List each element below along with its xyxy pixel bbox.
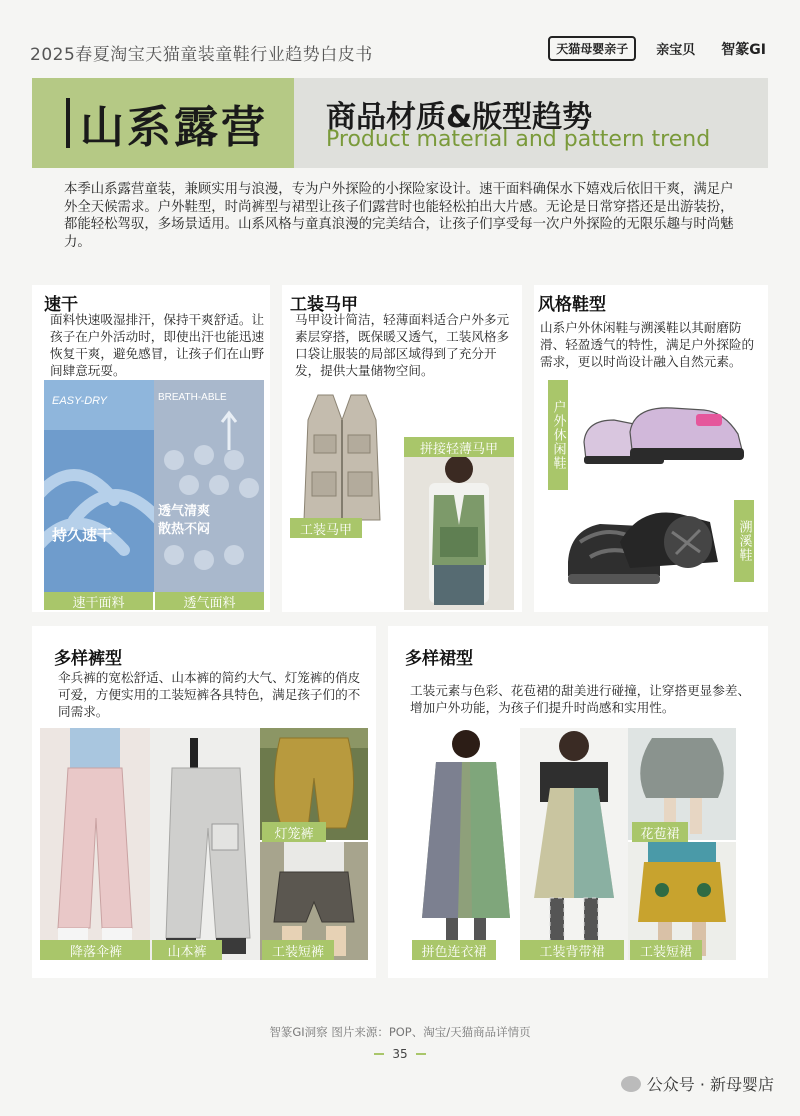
gi-logo: 智篆GI xyxy=(721,41,766,58)
tag-colorblock-dress: 拼色连衣裙 xyxy=(412,940,496,960)
tag-lantern-pants: 灯笼裤 xyxy=(262,822,326,842)
utility-vest-image xyxy=(288,380,396,530)
panel-pants-title: 多样裤型 xyxy=(54,649,122,669)
overall-skirt-image xyxy=(520,728,628,960)
breathable-fabric-image xyxy=(154,380,264,592)
outdoor-shoes-image xyxy=(574,392,750,480)
tag-overall-skirt: 工装背带裙 xyxy=(520,940,624,960)
tag-outdoor-shoes: 户外休闲鞋 xyxy=(548,380,568,490)
page-number: 35 xyxy=(392,1047,408,1061)
page-number-row xyxy=(370,1046,430,1062)
panel-quick-dry-text: 面料快速吸湿排汗，保持干爽舒适。让孩子在户外活动时，即使出汗也能迅速恢复干爽，避免感冒，让孩子们在山野间肆意玩耍。 xyxy=(50,312,265,378)
colorblock-dress-image xyxy=(412,728,520,960)
panel-shoes-title: 风格鞋型 xyxy=(538,295,606,315)
panel-vest-text: 马甲设计简洁，轻薄面料适合户外多元素层穿搭，既保暖又透气，工装风格多口袋让服装的局部区域得到了充分开发，提供大量储物空间。 xyxy=(295,312,510,378)
tag-utility-vest: 工装马甲 xyxy=(290,518,362,538)
tag-cargo-shorts: 工装短裤 xyxy=(262,940,334,960)
wading-sandals-image xyxy=(560,502,720,602)
tmall-logo: 天猫母婴亲子 xyxy=(548,36,636,61)
qinbaobei-logo: 亲宝贝 xyxy=(656,43,696,58)
wechat-account-label: 公众号 · 新母婴店 xyxy=(646,1075,774,1094)
page-divider-left xyxy=(374,1053,384,1055)
easy-dry-brand: EASY-DRY xyxy=(52,395,108,407)
category-accent-bar xyxy=(66,98,70,148)
panel-skirts-title: 多样裙型 xyxy=(405,649,473,669)
yamamoto-pants-image xyxy=(150,728,260,960)
page-divider-right xyxy=(416,1053,426,1055)
section-title: 商品材质&版型趋势 xyxy=(326,100,593,135)
tag-breathable-fabric: 透气面料 xyxy=(155,592,264,610)
tag-lightweight-vest: 拼接轻薄马甲 xyxy=(404,437,514,457)
tag-yamamoto-pants: 山本裤 xyxy=(152,940,222,960)
breathable-brand: BREATH-ABLE xyxy=(158,392,227,403)
panel-shoes-text: 山系户外休闲鞋与溯溪鞋以其耐磨防滑、轻盈透气的特性，满足户外探险的需求，更以时尚设计融入自然元素。 xyxy=(540,320,755,369)
easy-dry-fabric-image xyxy=(44,380,154,592)
wechat-icon xyxy=(621,1076,641,1092)
parachute-pants-image xyxy=(40,728,150,960)
tag-wading-shoes: 溯溪鞋 xyxy=(734,500,754,582)
panel-pants-text: 伞兵裤的宽松舒适、山本裤的简约大气、灯笼裤的俏皮可爱，方便实用的工装短裤各具特色，满足孩子们的不同需求。 xyxy=(58,670,361,719)
section-subtitle: Product material and pattern trend xyxy=(326,127,711,152)
tag-quick-dry-fabric: 速干面料 xyxy=(44,592,153,610)
category-box xyxy=(32,78,294,168)
footer-source: 智篆GI洞察 图片来源：POP、淘宝/天猫商品详情页 xyxy=(269,1025,531,1039)
svg-text:散热不闷: 散热不闷 xyxy=(158,522,211,537)
tag-bubble-skirt: 花苞裙 xyxy=(632,822,688,842)
svg-text:透气清爽: 透气清爽 xyxy=(158,504,211,519)
intro-paragraph: 本季山系露营童装，兼顾实用与浪漫，专为户外探险的小探险家设计。速干面料确保水下嬉戏后依旧干爽，满足户外全天候需求。户外鞋型，时尚裤型与裙型让孩子们露营时也能轻松拍出大片感。无论是日常穿搭还是出游装扮，都能轻松驾驭，多场景适用。山系风格与童真浪漫的完美结合，让孩子们享受每一次户外探险的无限乐趣与时尚魅力。 xyxy=(64,182,734,250)
category-title: 山系露营 xyxy=(80,102,268,153)
tag-parachute-pants: 降落伞裤 xyxy=(40,940,152,960)
panel-quick-dry-title: 速干 xyxy=(44,295,78,315)
document-title: 2025春夏淘宝天猫童装童鞋行业趋势白皮书 xyxy=(30,45,373,65)
wechat-watermark xyxy=(621,1072,774,1095)
lightweight-vest-image xyxy=(404,455,514,610)
logo-group xyxy=(548,36,772,61)
tag-cargo-skirt: 工装短裙 xyxy=(630,940,702,960)
panel-skirts-text: 工装元素与色彩、花苞裙的甜美进行碰撞，让穿搭更显参差、增加户外功能，为孩子们提升时尚感和实用性。 xyxy=(410,683,751,715)
easy-dry-caption: 持久速干 xyxy=(52,526,113,544)
panel-vest-title: 工装马甲 xyxy=(290,295,358,315)
